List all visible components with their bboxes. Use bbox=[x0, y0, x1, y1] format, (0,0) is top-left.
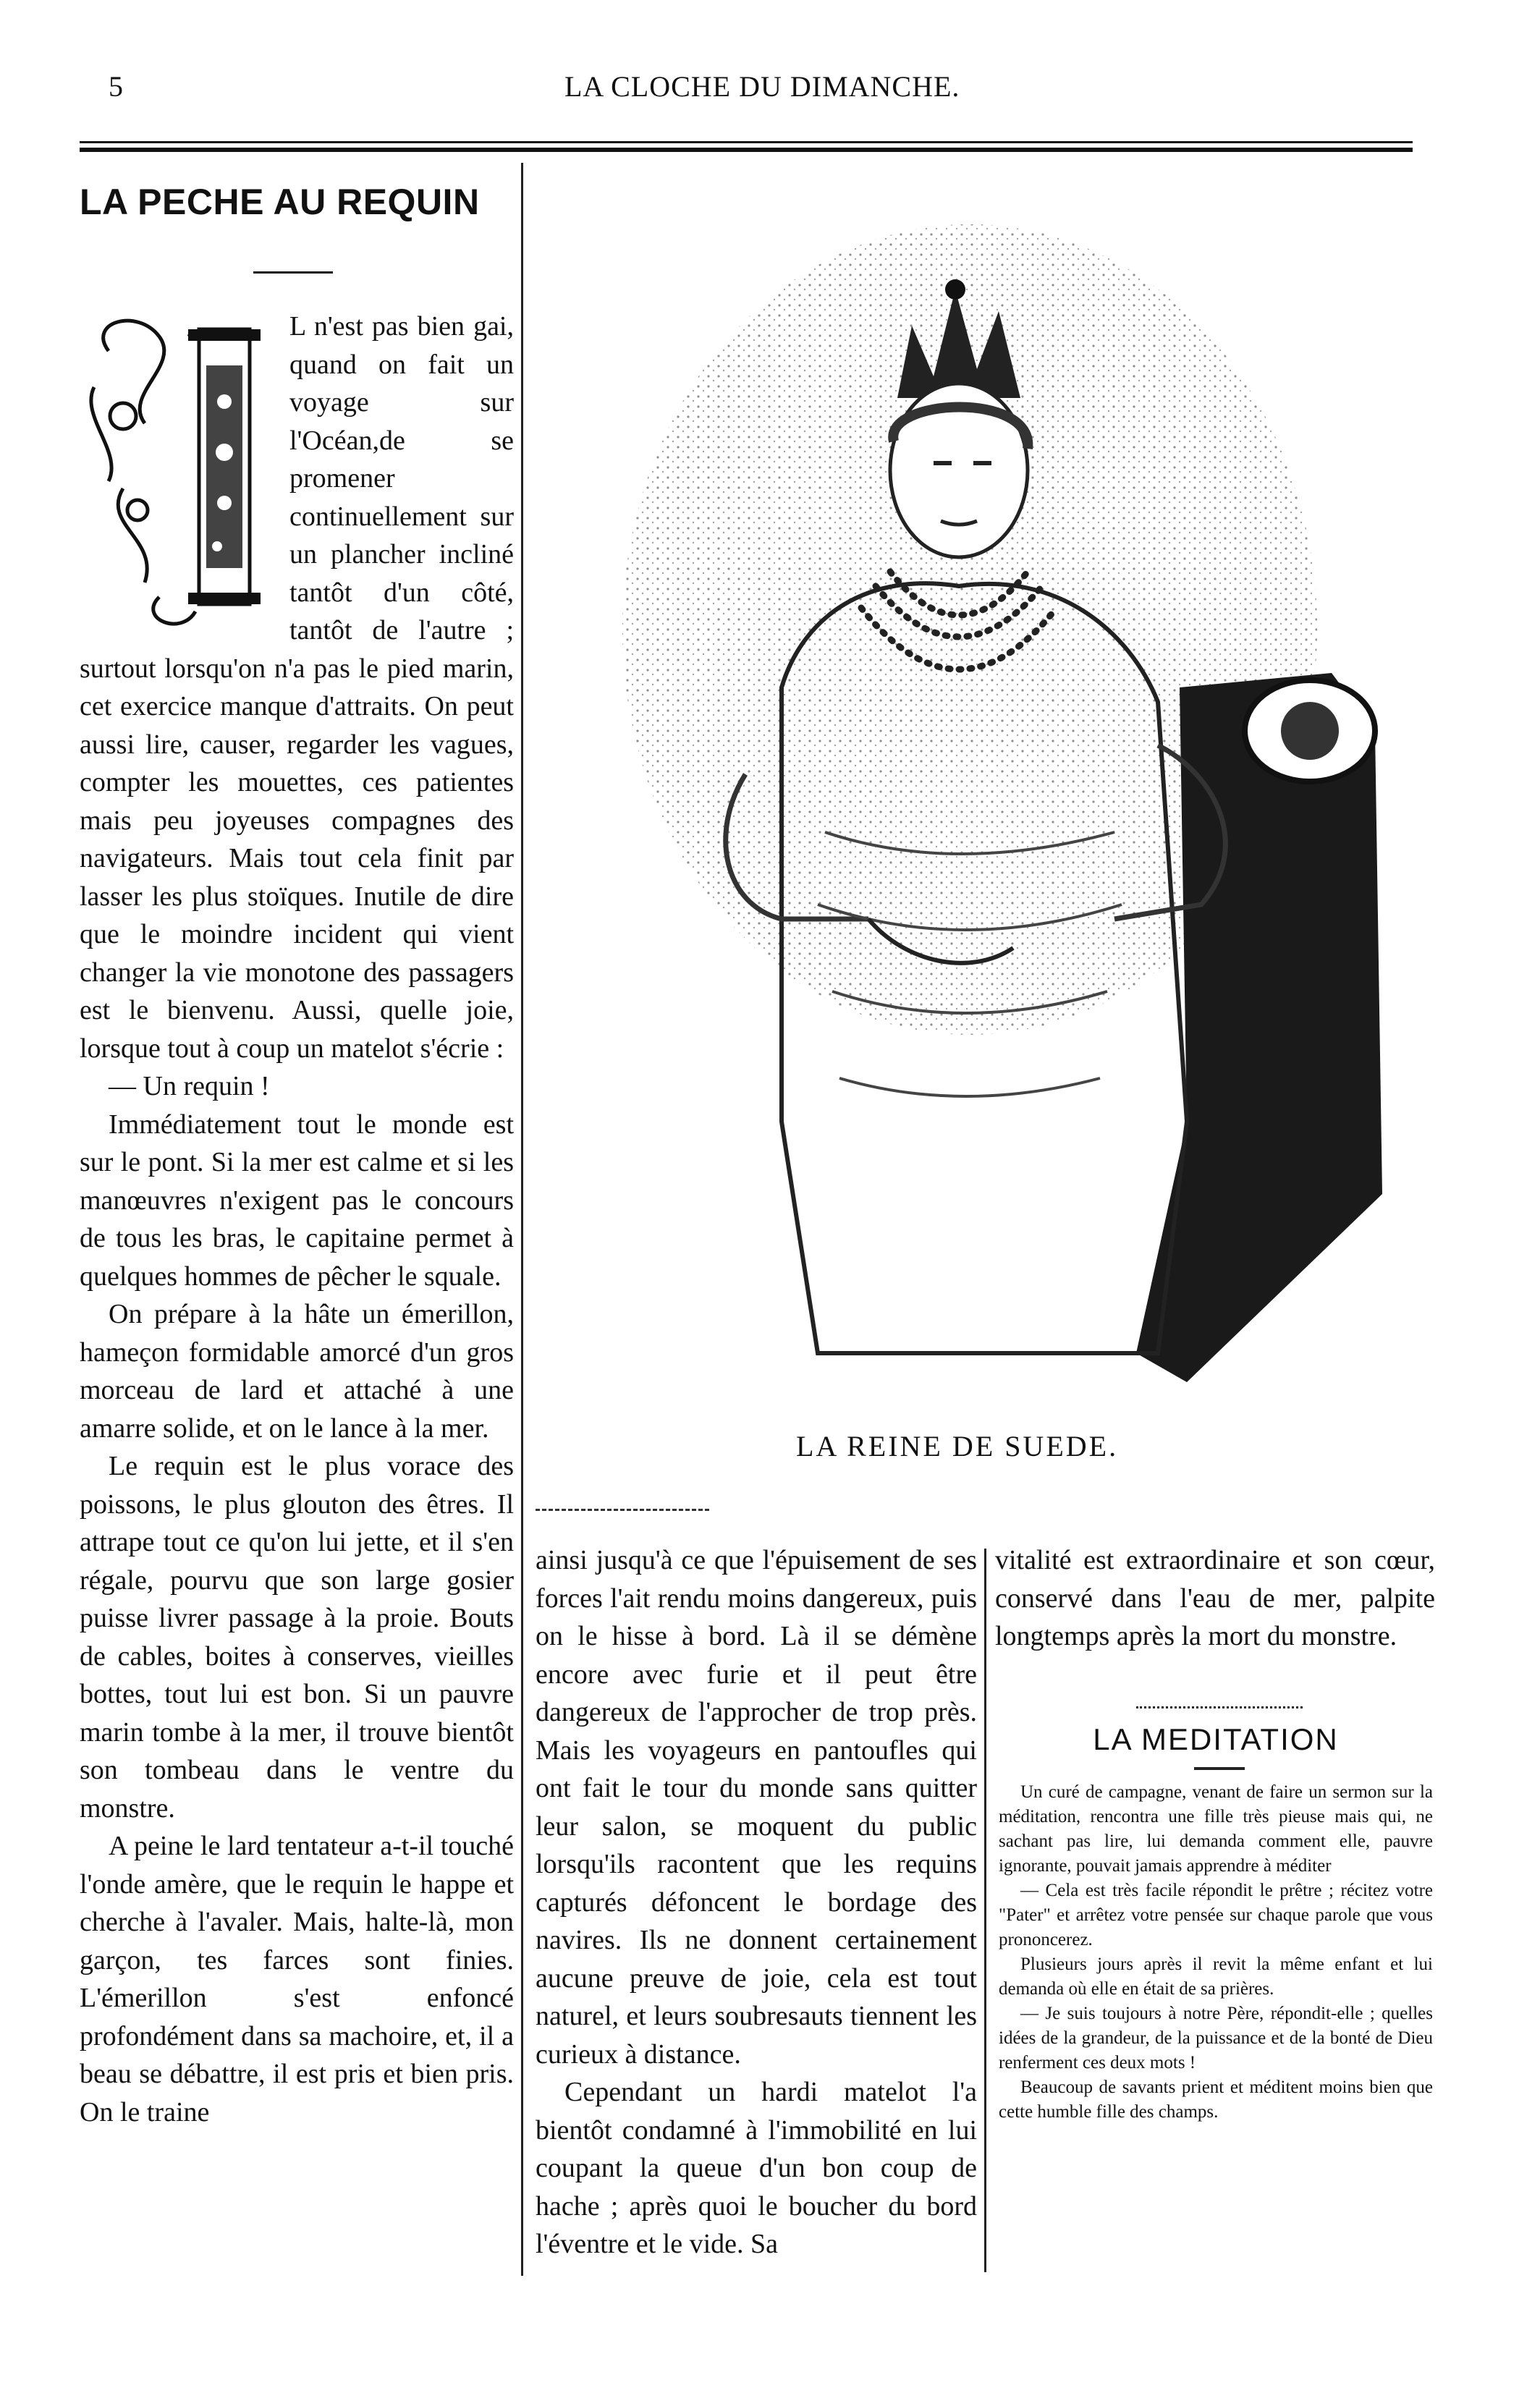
queen-portrait-illustration bbox=[564, 181, 1418, 1382]
article-paragraph: Le requin est le plus vorace des poissons, le plus glouton des êtres. Il attrape tout ce qu'on lui jette, et il s'en régale, pourvu que son large gosier puisse livrer passage à la proie. Bouts de cables, boites à conserves, vieilles bottes, tout lui est bon. Si un pauvre marin tombe à la mer, il trouve bientôt son tombeau dans le ventre du monstre. bbox=[80, 1451, 514, 1824]
article-column-1 bbox=[80, 308, 514, 2131]
header-rule-top bbox=[80, 141, 1413, 143]
meditation-title: LA MEDITATION bbox=[1093, 1722, 1339, 1756]
article-paragraph: Immédiatement tout le monde est sur le pont. Si la mer est calme et si les manœuvres n'exigent pas le concours de tous les bras, le capitaine permet à quelques hommes de pêcher le squale. bbox=[80, 1109, 514, 1292]
article-column-3 bbox=[995, 1541, 1435, 1656]
article-paragraph: Cependant un hardi matelot l'a bientôt condamné à l'immobilité en lui coupant la queue d'un bon coup de hache ; après quoi le boucher du bord l'éventre et le vide. Sa bbox=[536, 2077, 977, 2259]
illustration-caption: LA REINE DE SUEDE. bbox=[796, 1430, 1119, 1462]
meditation-paragraph: — Je suis toujours à notre Père, répondit-elle ; quelles idées de la grandeur, de la puissance et de la bonté de Dieu renferment ces deux mots ! bbox=[999, 2004, 1433, 2072]
ornamental-initial-i-icon bbox=[80, 308, 282, 640]
article-paragraph: On prépare à la hâte un émerillon, hameçon formidable amorcé d'un gros morceau de lard et attaché à une amarre solide, et on le lance à la mer. bbox=[80, 1299, 514, 1444]
article-paragraph: — Un requin ! bbox=[109, 1071, 270, 1101]
page-number: 5 bbox=[109, 70, 123, 103]
article-paragraph: vitalité est extraordinaire et son cœur, conservé dans l'eau de mer, palpite longtemps après la mort du monstre. bbox=[995, 1545, 1435, 1651]
meditation-body bbox=[999, 1780, 1433, 2125]
meditation-paragraph: — Cela est très facile répondit le prêtre ; récitez votre "Pater" et arrêtez votre pensée sur chaque parole que vous prononcerez. bbox=[999, 1881, 1433, 1949]
article-paragraph: L n'est pas bien gai, quand on fait un voyage sur l'Océan,de se promener continuellement sur un plancher incliné tantôt d'un côté, tantôt de l'autre ; surtout lorsqu'on n'a pas le pied marin, cet exercice manque d'attraits. On peut aussi lire, causer, regarder les vagues, compter les mouettes, ces patientes mais peu joyeuses compagnes des navigateurs. Mais tout cela finit par lasser les plus stoïques. Inutile de dire que le moindre incident qui vient changer la vie monotone des passagers est le bienvenu. Aussi, quelle joie, lorsque tout à coup un matelot s'écrie : bbox=[80, 311, 514, 1064]
article-paragraph: A peine le lard tentateur a-t-il touché l'onde amère, que le requin le happe et cherche à l'avaler. Mais, halte-là, mon garçon, tes farces sont finies. L'émerillon s'est enfoncé profondément dans sa machoire, et, il a beau se débattre, il est pris et bien pris. On le traine bbox=[80, 1831, 514, 2127]
meditation-title-underline bbox=[1194, 1767, 1245, 1770]
title-underline bbox=[253, 271, 333, 274]
header-rule-bottom bbox=[80, 148, 1413, 152]
caption-divider bbox=[536, 1509, 709, 1512]
running-title: LA CLOCHE DU DIMANCHE. bbox=[564, 70, 960, 103]
column-rule-right bbox=[984, 1549, 986, 2272]
article-column-2 bbox=[536, 1541, 977, 2264]
meditation-paragraph: Beaucoup de savants prient et méditent moins bien que cette humble fille des champs. bbox=[999, 2078, 1433, 2122]
meditation-ornament-rule bbox=[1136, 1706, 1303, 1711]
meditation-paragraph: Plusieurs jours après il revit la même enfant et lui demanda où elle en était de sa prières. bbox=[999, 1955, 1433, 1999]
article-paragraph: ainsi jusqu'à ce que l'épuisement de ses forces l'ait rendu moins dangereux, puis on le hisse à bord. Là il se démène encore avec furie et il peut être dangereux de l'approcher de trop près. Mais les voyageurs en pantoufles qui ont fait le tour du monde sans quitter leur salon, se moquent du public lorsqu'ils racontent que les requins capturés défoncent le bordage des navires. Ils ne donnent certainement aucune preuve de joie, cela est tout naturel, et leurs soubresauts tiennent les curieux à distance. bbox=[536, 1545, 977, 2070]
meditation-paragraph: Un curé de campagne, venant de faire un sermon sur la méditation, rencontra une fille très pieuse mais qui, ne sachant pas lire, lui demanda comment elle, pauvre ignorante, pouvait jamais apprendre à méditer bbox=[999, 1782, 1433, 1876]
column-rule-left bbox=[521, 163, 523, 2276]
article-title: LA PECHE AU REQUIN bbox=[80, 182, 480, 222]
